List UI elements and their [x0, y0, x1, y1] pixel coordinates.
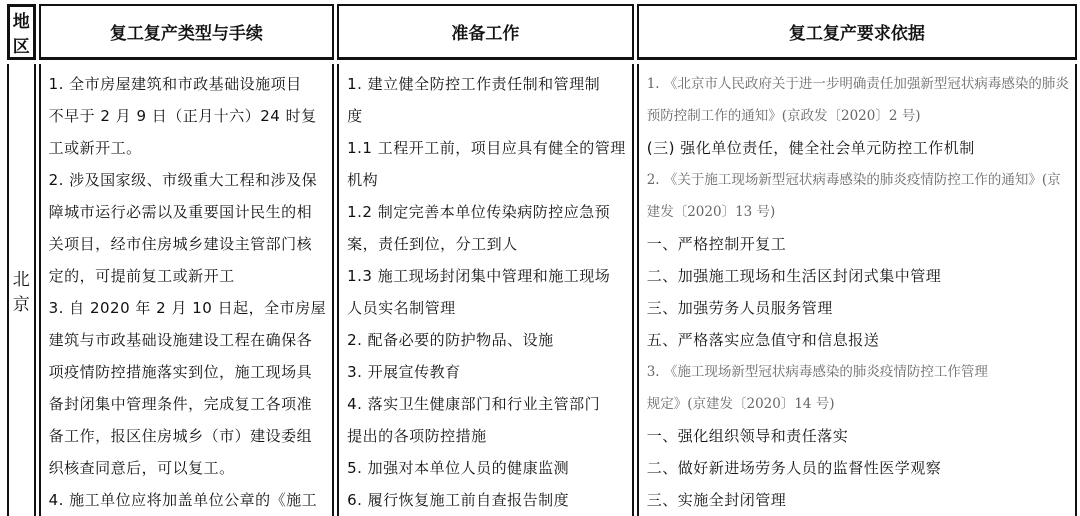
basis-cell	[637, 64, 1077, 516]
prep-line: 人员实名制管理	[347, 299, 456, 317]
beijing-row	[7, 64, 1077, 516]
prep-line: 机构	[347, 171, 379, 189]
basis-line: 3. 《施工现场新型冠状病毒感染的肺炎疫情防控工作管理	[646, 364, 988, 380]
prep-line: 1.3 施工现场封闭集中管理和施工现场	[347, 267, 611, 285]
prep-line: 度	[347, 107, 363, 125]
basis-line: 一、严格控制开复工	[646, 235, 787, 253]
header-type: 复工复产类型与手续	[39, 4, 335, 60]
basis-line: 建发〔2020〕13 号)	[646, 204, 776, 220]
basis-line: 1. 《北京市人民政府关于进一步明确责任加强新型冠状病毒感染的肺炎	[646, 76, 1069, 92]
basis-line: 2. 《关于施工现场新型冠状病毒感染的肺炎疫情防控工作的通知》(京	[646, 172, 1061, 188]
type-line: 2. 涉及国家级、市级重大工程和涉及保	[48, 171, 318, 189]
prep-line: 3. 开展宣传教育	[347, 363, 461, 381]
type-line: 定的，可提前复工或新开工	[48, 267, 235, 285]
prep-line: 1.2 制定完善本单位传染病防控应急预	[347, 203, 611, 221]
basis-line: 二、加强施工现场和生活区封闭式集中管理	[646, 267, 942, 285]
prep-line: 2. 配备必要的防护物品、设施	[347, 331, 554, 349]
type-line: 4. 施工单位应将加盖单位公章的《施工	[48, 491, 318, 509]
basis-line: 三、加强劳务人员服务管理	[646, 299, 833, 317]
type-line: 关项目，经市住房城乡建设主管部门核	[48, 235, 313, 253]
region-cell	[7, 64, 36, 516]
basis-line: 一、强化组织领导和责任落实	[646, 427, 849, 445]
basis-lines	[639, 64, 1075, 516]
type-line: 1. 全市房屋建筑和市政基础设施项目	[48, 75, 302, 93]
prep-line: 案，责任到位，分工到人	[347, 235, 518, 253]
type-line: 织核查同意后，可以复工。	[48, 459, 235, 477]
basis-line: 五、严格落实应急值守和信息报送	[646, 331, 880, 349]
policy-table	[4, 4, 1080, 516]
type-lines	[41, 64, 333, 516]
type-line: 障城市运行必需以及重要国计民生的相	[48, 203, 313, 221]
prep-line: 提出的各项防控措施	[347, 427, 487, 445]
basis-line: (三) 强化单位责任，健全社会单元防控工作机制	[646, 139, 975, 157]
type-cell	[39, 64, 335, 516]
basis-line: 二、做好新进场劳务人员的监督性医学观察	[646, 459, 942, 477]
prep-line: 6. 履行恢复施工前自查报告制度	[347, 491, 570, 509]
prep-line: 4. 落实卫生健康部门和行业主管部门	[347, 395, 601, 413]
header-basis: 复工复产要求依据	[637, 4, 1077, 60]
type-line: 备工作，报区住房城乡（市）建设委组	[48, 427, 313, 445]
header-row	[7, 4, 1077, 60]
type-line: 备封闭集中管理条件，完成复工各项准	[48, 395, 313, 413]
basis-line: 预防控制工作的通知》(京政发〔2020〕2 号)	[646, 108, 921, 124]
header-region: 地区	[7, 4, 36, 60]
type-line: 3. 自 2020 年 2 月 10 日起，全市房屋	[48, 299, 327, 317]
type-line: 工或新开工。	[48, 139, 142, 157]
basis-line: 规定》(京建发〔2020〕14 号)	[646, 396, 835, 412]
type-line: 不早于 2 月 9 日（正月十六）24 时复	[48, 107, 317, 125]
header-prep: 准备工作	[337, 4, 634, 60]
prep-lines	[339, 64, 632, 516]
basis-line: 三、实施全封闭管理	[646, 491, 787, 509]
type-line: 建筑与市政基础设施建设工程在确保各	[48, 331, 313, 349]
prep-line: 5. 加强对本单位人员的健康监测	[347, 459, 570, 477]
prep-line: 1. 建立健全防控工作责任制和管理制	[347, 75, 601, 93]
region-label: 北京	[12, 270, 30, 315]
type-line: 项疫情防控措施落实到位，施工现场具	[48, 363, 313, 381]
prep-line: 1.1 工程开工前，项目应具有健全的管理	[347, 139, 626, 157]
prep-cell	[337, 64, 634, 516]
